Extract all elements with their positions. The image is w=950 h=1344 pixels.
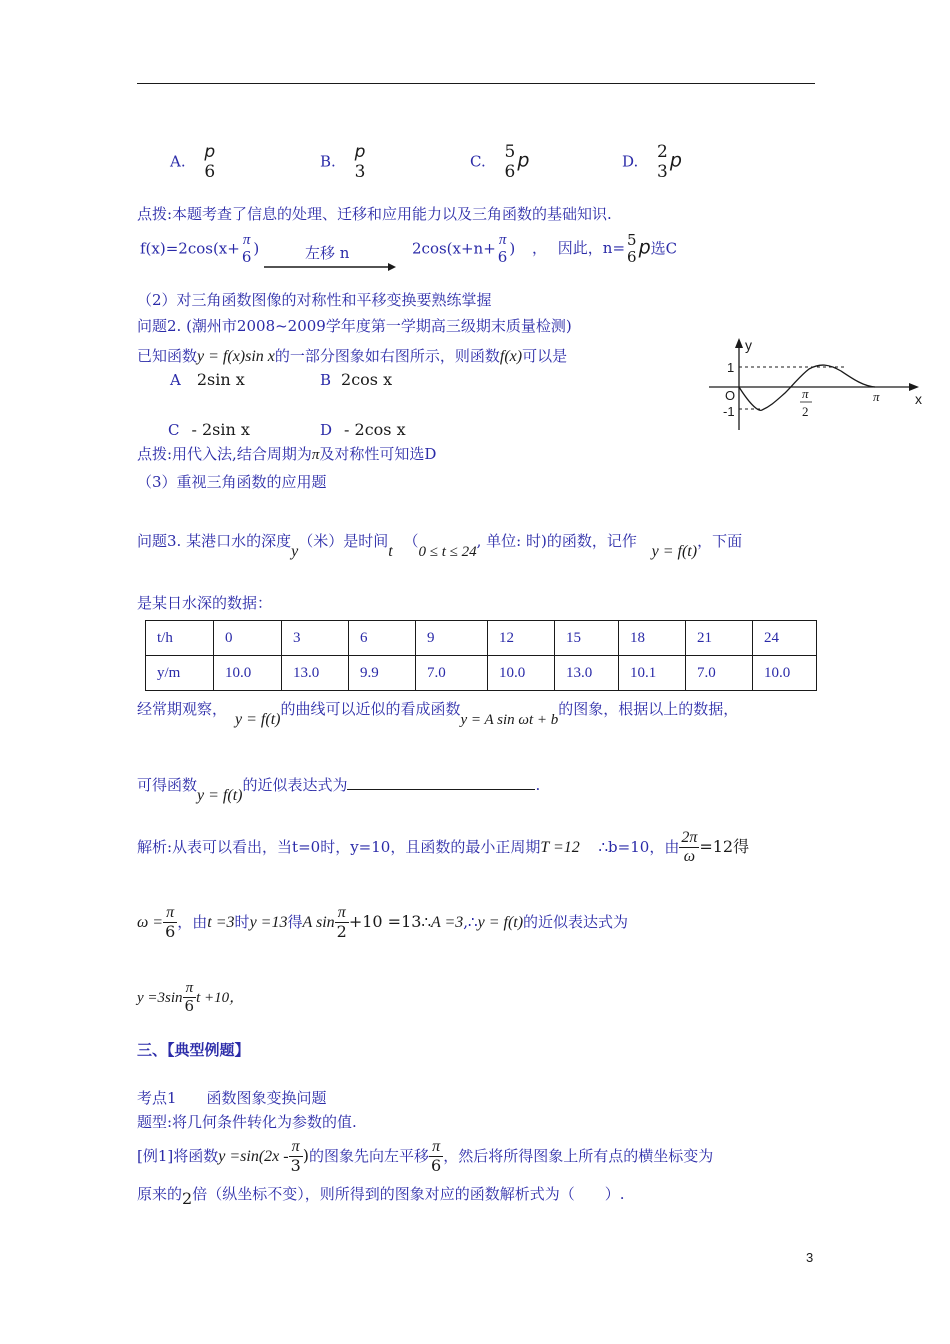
table-row-time xyxy=(146,621,817,656)
observation-line-2: 可得函数y = f(t)的近似表达式为 . xyxy=(137,773,540,795)
table-cell: t/h xyxy=(146,621,214,656)
svg-text:π: π xyxy=(802,386,809,401)
table-cell: 6 xyxy=(349,621,416,656)
svg-text:O: O xyxy=(725,388,736,403)
example-1-line-2: 原来的2倍（纵坐标不变），则所得到的图象对应的函数解析式为（ ）. xyxy=(137,1185,625,1208)
table-cell: 21 xyxy=(686,621,753,656)
table-cell: 10.0 xyxy=(753,656,817,691)
table-cell: 0 xyxy=(214,621,282,656)
observation-line: 经常期观察，y = f(t)的曲线可以近似的看成函数y = A sin ωt + b的图象，根据以上的数据， xyxy=(137,700,739,728)
header-rule xyxy=(137,83,815,84)
solution-result: y =3sin $\frac{\pi}{6}$ t +10， xyxy=(137,980,245,1016)
table-cell: 13.0 xyxy=(555,656,619,691)
option-d: D. 2 3 p xyxy=(622,142,682,182)
svg-text:2: 2 xyxy=(802,404,809,419)
hint-2: 点拨:用代入法,结合周期为π及对称性可知选D xyxy=(137,445,437,463)
table-cell: 9 xyxy=(416,621,488,656)
example-1-line-1: [例1]将函数y =sin(2x - $\frac{\pi}{3}$ )的图象先向左平移 $\frac{\pi}{6}$ ，然后将所得图象上所有点的横坐标变为 xyxy=(137,1138,714,1176)
function-graph xyxy=(705,338,935,433)
problem-3-text: 问题3. 某港口水的深度y（米）是时间t （0 ≤ t ≤ 24, 单位: 时)的函数，记作 y = f(t)，下面 xyxy=(137,532,743,560)
table-cell: 10.1 xyxy=(619,656,686,691)
svg-text:π: π xyxy=(873,389,880,404)
table-cell: 3 xyxy=(282,621,349,656)
arrow-label: 左移 n xyxy=(305,244,350,262)
option-b: B. p 3 xyxy=(320,142,366,182)
problem-2-text: 已知函数y = f(x)sin x的一部分图象如右图所示，则函数f(x)可以是 xyxy=(137,347,568,365)
table-cell: 15 xyxy=(555,621,619,656)
formula-result: 2cos(x+n+ π 6 ) ， 因此，n= 5 6 p选C xyxy=(412,231,678,267)
kaodian-line: 考点1 函数图象变换问题 xyxy=(137,1089,327,1107)
solution-line-2: ω = $\frac{\pi}{6}$ ，由t =3时y =13得A sin $\frac{\pi}{2}$ +10 =13∴A =3,∴y = f(t)的近似表达式为 xyxy=(137,904,629,942)
x-axis-arrow-icon xyxy=(909,383,919,391)
svg-text:y: y xyxy=(745,338,752,353)
water-depth-table xyxy=(145,620,817,691)
choice-a: A 2sin x xyxy=(170,370,245,389)
svg-text:x: x xyxy=(915,391,922,407)
section-heading: 三、【典型例题】 xyxy=(137,1041,250,1059)
choice-b: B 2cos x xyxy=(320,370,393,389)
problem-3-line2: 是某日水深的数据： xyxy=(137,594,273,612)
answer-blank xyxy=(347,773,535,790)
choice-c: C - 2sin x xyxy=(168,420,250,439)
option-a: A. p 6 xyxy=(170,142,216,182)
hint-1: 点拨:本题考查了信息的处理、迁移和应用能力以及三角函数的基础知识. xyxy=(137,205,612,223)
question-type: 题型:将几何条件转化为参数的值. xyxy=(137,1113,357,1131)
problem-2-title: 问题2. (潮州市2008~2009学年度第一学期高三级期末质量检测) xyxy=(137,317,572,335)
point-3: （3）重视三角函数的应用题 xyxy=(137,473,327,491)
point-2: （2）对三角函数图像的对称性和平移变换要熟练掌握 xyxy=(137,291,492,309)
table-cell: 9.9 xyxy=(349,656,416,691)
choice-d: D - 2cos x xyxy=(320,420,406,439)
y-axis-arrow-icon xyxy=(735,338,743,348)
formula-shift: f(x)=2cos(x+ π 6 ) xyxy=(140,232,260,267)
table-cell: 10.0 xyxy=(214,656,282,691)
page-number: 3 xyxy=(806,1250,814,1265)
table-cell: 12 xyxy=(488,621,555,656)
solution-line-1: 解析:从表可以看出，当t=0时，y=10，且函数的最小正周期T =12 ∴b=10，由 $\frac{2\pi}{\omega}$ =12得 xyxy=(137,829,750,866)
table-cell: 7.0 xyxy=(686,656,753,691)
svg-text:1: 1 xyxy=(727,360,735,375)
table-cell: 7.0 xyxy=(416,656,488,691)
table-cell: 13.0 xyxy=(282,656,349,691)
option-c: C. 5 6 p xyxy=(470,142,530,182)
right-arrow-icon xyxy=(264,261,396,273)
svg-text:-1: -1 xyxy=(723,404,735,419)
table-cell: 10.0 xyxy=(488,656,555,691)
table-cell: 24 xyxy=(753,621,817,656)
table-cell: y/m xyxy=(146,656,214,691)
table-cell: 18 xyxy=(619,621,686,656)
table-row-depth xyxy=(146,656,817,691)
